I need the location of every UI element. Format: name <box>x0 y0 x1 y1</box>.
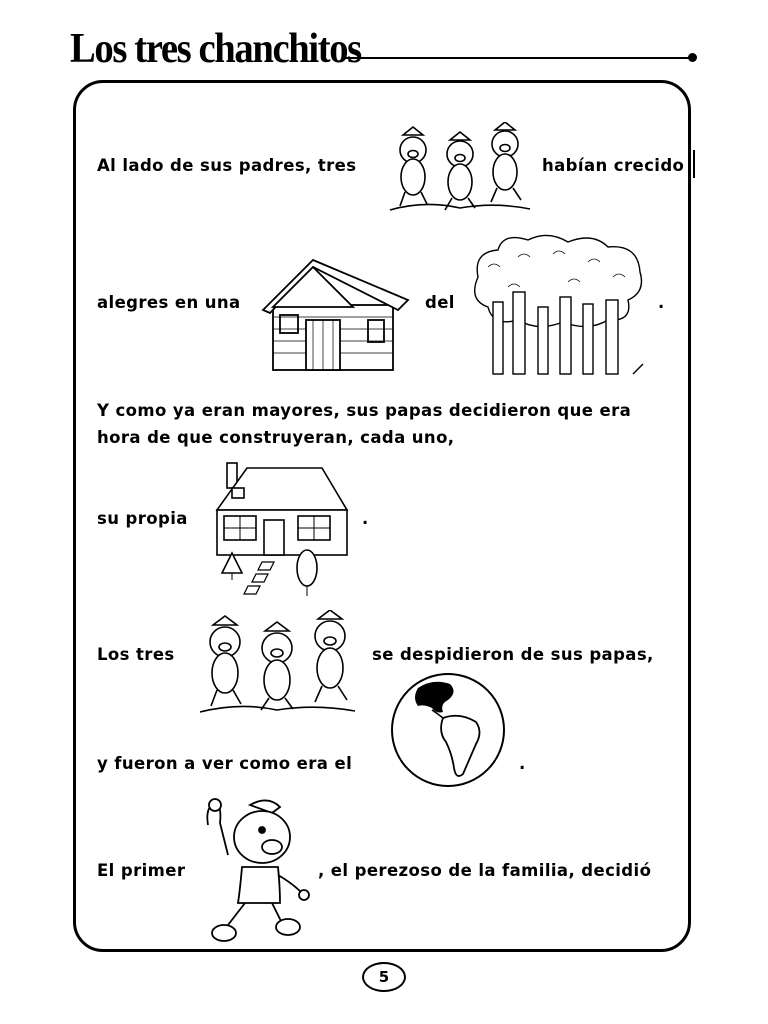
story-line-8a: El primer <box>97 861 186 880</box>
story-line-7a: y fueron a ver como era el <box>97 754 353 773</box>
page-number: 5 <box>362 962 406 992</box>
line-marker <box>693 150 695 178</box>
story-line-3: Y como ya eran mayores, sus papas decidieron que era <box>97 401 632 420</box>
story-line-1a: Al lado de sus padres, tres <box>97 156 357 175</box>
story-line-6b: se despidieron de sus papas, <box>372 645 654 664</box>
wooden-house-icon <box>258 255 413 375</box>
page-title: Los tres chanchitos <box>70 26 361 72</box>
story-line-5b: . <box>362 509 369 528</box>
three-pigs-icon <box>385 122 535 217</box>
title-underline <box>345 57 690 59</box>
story-line-8b: , el perezoso de la familia, decidió <box>318 861 652 880</box>
forest-icon <box>468 232 648 377</box>
story-line-5a: su propia <box>97 509 188 528</box>
story-line-1b: habían crecido <box>542 156 685 175</box>
three-pigs-icon <box>195 610 360 720</box>
pig-character-icon <box>200 795 310 950</box>
title-dot <box>688 53 697 62</box>
globe-icon <box>388 670 508 792</box>
story-line-2a: alegres en una <box>97 293 241 312</box>
story-line-2b: del <box>425 293 455 312</box>
story-line-6a: Los tres <box>97 645 175 664</box>
story-line-2c: . <box>658 293 665 312</box>
cottage-icon <box>212 458 350 603</box>
story-line-7b: . <box>519 754 526 773</box>
story-line-4: hora de que construyeran, cada uno, <box>97 428 455 447</box>
